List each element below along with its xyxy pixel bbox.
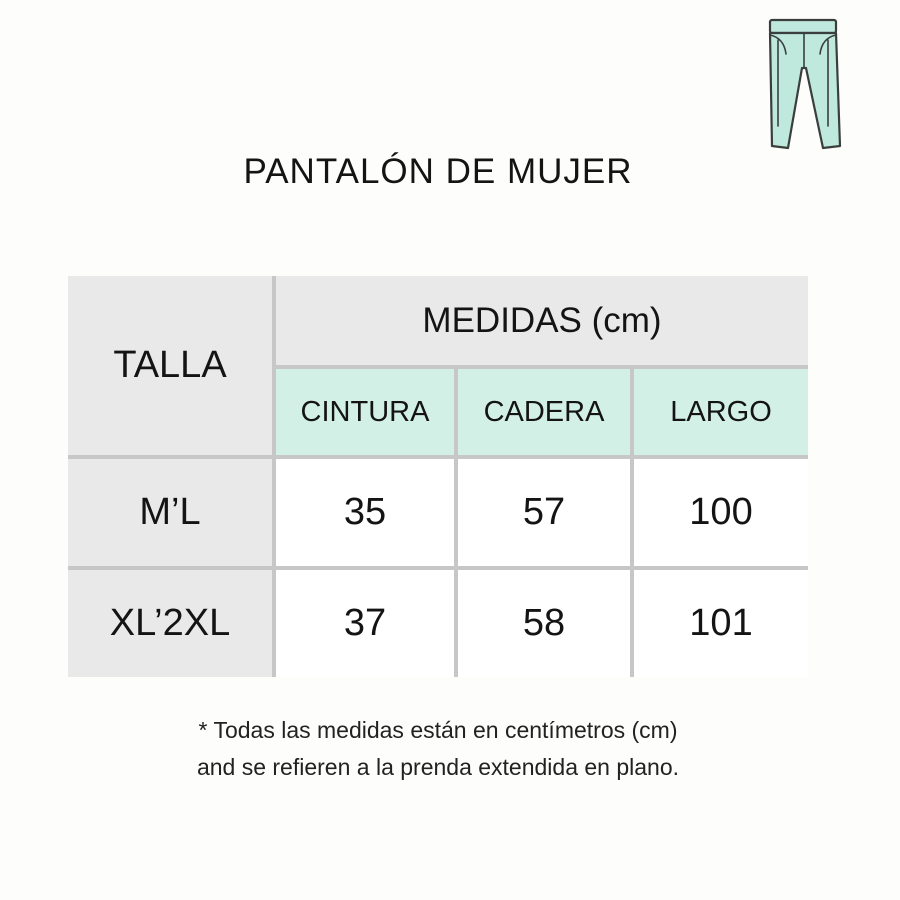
note-line: and se refieren a la prenda extendida en plano.	[196, 754, 680, 780]
column-header-hip: CADERA	[458, 369, 630, 455]
cell-value: 37	[276, 570, 454, 677]
measurement-note	[0, 712, 876, 786]
note-line: * Todas las medidas están en centímetros (cm)	[198, 717, 678, 743]
table-divider	[68, 566, 808, 570]
page-title: PANTALÓN DE MUJER	[243, 152, 633, 191]
column-header-length: LARGO	[634, 369, 808, 455]
cell-value: 35	[276, 459, 454, 566]
cell-value: 58	[458, 570, 630, 677]
measures-header: MEDIDAS (cm)	[276, 276, 808, 365]
table-divider	[630, 369, 634, 677]
cell-value: 100	[634, 459, 808, 566]
table-divider	[68, 455, 808, 459]
row-size-label: M’L	[68, 459, 272, 566]
column-header-waist: CINTURA	[276, 369, 454, 455]
table-divider	[454, 369, 458, 677]
row-size-label: XL’2XL	[68, 570, 272, 677]
cell-value: 57	[458, 459, 630, 566]
size-column-header: TALLA	[68, 276, 272, 455]
size-table	[68, 276, 808, 677]
cell-value: 101	[634, 570, 808, 677]
pants-icon	[764, 16, 844, 154]
table-divider	[276, 365, 808, 369]
table-divider	[272, 276, 276, 677]
